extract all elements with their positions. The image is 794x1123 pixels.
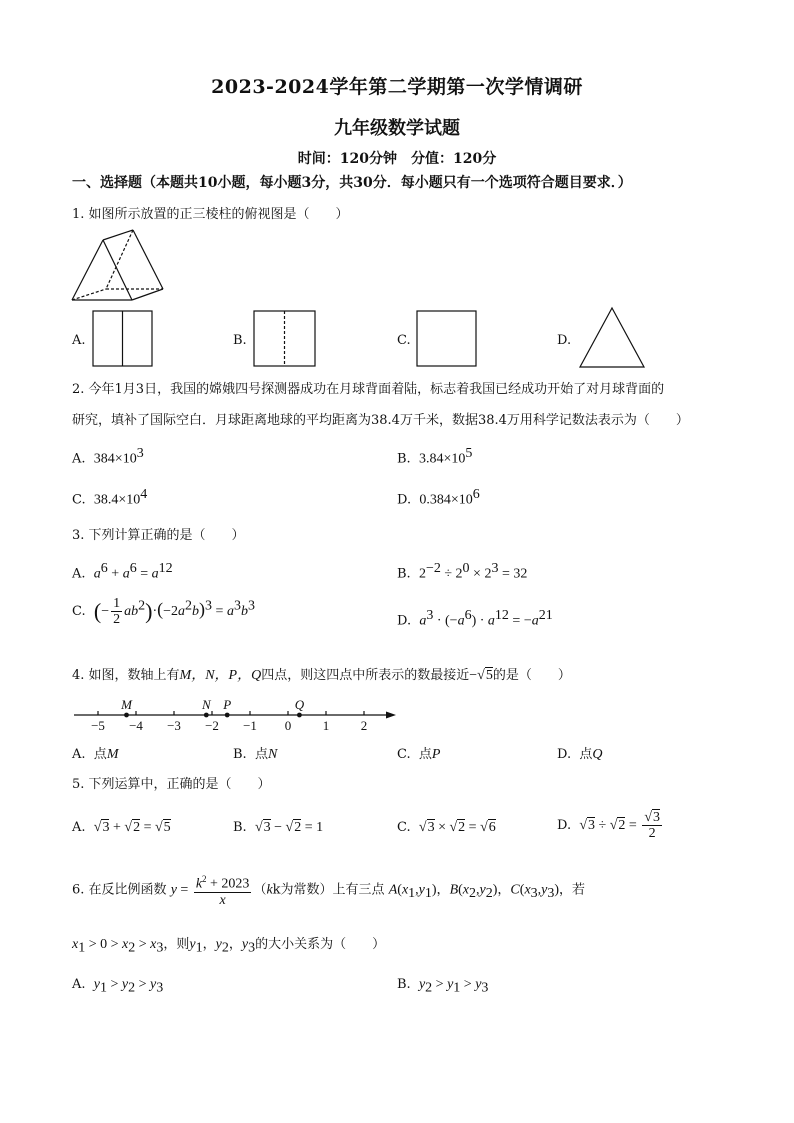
number-line-tick-label: 1 — [322, 718, 330, 733]
q2-option-d[interactable]: D. $0.384\times 10^6$ — [397, 487, 480, 508]
q5-option-b[interactable]: B. √3 − √2 = 1 — [233, 820, 324, 835]
number-line-point-m — [124, 713, 129, 718]
q1-option-c-figure[interactable] — [416, 310, 478, 368]
question-5-text: 5. 下列运算中，正确的是（ ） — [72, 777, 271, 792]
question-6-line-1: 6. 在反比例函数 y = $\frac{k^2 + 2023}{x}$ （kk为常数）上有三点 $A(x_1,y_1)$，$B(x_2,y_2)$，$C(x_3,y_3)$，若 — [72, 874, 586, 908]
q5-option-c[interactable]: C. √3 × √2 = √6 — [397, 820, 496, 835]
q4-option-b[interactable]: B. 点N — [233, 747, 278, 762]
question-6-line-2: $x_1 > 0 > x_2 > x_3$，则$y_1$，$y_2$，$y_3$的大小关系为（ ） — [72, 937, 386, 956]
q5-option-a[interactable]: A. √3 + √2 = √5 — [72, 820, 171, 835]
q6-option-b[interactable]: B. $y_2 > y_1 > y_3$ — [397, 977, 489, 996]
q1-option-c-label[interactable]: C. — [397, 333, 411, 348]
number-line-tick-label: −4 — [129, 718, 143, 733]
q1-option-b-figure[interactable] — [253, 310, 317, 368]
q2-option-a[interactable]: A. $384\times 10^3$ — [72, 446, 144, 467]
q5-option-d[interactable]: D. √3 ÷ √2 = $\frac{√3}{2}$ — [557, 810, 661, 841]
q1-option-d-figure[interactable] — [578, 306, 646, 369]
q1-option-a-label[interactable]: A. — [72, 333, 86, 348]
question-2-line-1: 2. 今年1月3日，我国的嫦娥四号探测器成功在月球背面着陆，标志着我国已经成功开始了对月球背面的 — [72, 382, 665, 397]
number-line-figure — [70, 693, 400, 733]
q1-option-b-label[interactable]: B. — [233, 333, 247, 348]
q4-option-c[interactable]: C. 点P — [397, 747, 441, 762]
q4-option-d[interactable]: D. 点Q — [557, 747, 603, 762]
question-3-text: 3. 下列计算正确的是（ ） — [72, 528, 245, 543]
number-line-point-p — [225, 713, 230, 718]
question-1-text: 1. 如图所示放置的正三棱柱的俯视图是（ ） — [72, 207, 349, 222]
number-line-point-label: M — [121, 697, 132, 712]
q4-option-a[interactable]: A. 点M — [72, 747, 119, 762]
q1-option-a-figure[interactable] — [92, 310, 154, 368]
exam-time-score: 时间：120分钟 分值：120分 — [297, 151, 497, 167]
q2-option-c[interactable]: C. $38.4\times 10^4$ — [72, 487, 148, 508]
number-line-point-label: P — [223, 697, 232, 712]
number-line-point-label: Q — [294, 697, 305, 712]
q3-option-a[interactable]: A. $a^6 + a^6 = a^{12}$ — [72, 561, 173, 582]
q3-option-d[interactable]: D. $a^3 \cdot (-a^6) \cdot a^{12} = -a^{21}$ — [397, 608, 553, 629]
q2-option-b[interactable]: B. $3.84\times 10^5$ — [397, 446, 473, 467]
q3-option-b[interactable]: B. $2^{-2} \div 2^0 \times 2^3 = 32$ — [397, 561, 528, 582]
exam-title: 2023-2024学年第二学期第一次学情调研 — [211, 76, 583, 98]
exam-subtitle: 九年级数学试题 — [334, 118, 460, 139]
q3-option-c[interactable]: C. (− $\frac{1}{2}$ $ab^2)\cdot(-2a^2b)^3 = a^3b^3$ — [72, 596, 255, 627]
number-line-tick-label: −5 — [91, 718, 105, 733]
number-line-point-n — [204, 713, 209, 718]
question-4-text: 4. 如图，数轴上有M，N，P，Q四点，则这四点中所表示的数最接近−√5的是（ ） — [72, 668, 571, 683]
number-line-tick-label: 2 — [360, 718, 368, 733]
number-line-point-label: N — [201, 697, 211, 712]
number-line-point-q — [297, 713, 302, 718]
q6-option-a[interactable]: A. $y_1 > y_2 > y_3$ — [72, 977, 164, 996]
q1-option-d-label[interactable]: D. — [557, 333, 572, 348]
triangular-prism-figure — [70, 228, 170, 304]
number-line-tick-label: −2 — [205, 718, 219, 733]
number-line-tick-label: −3 — [167, 718, 181, 733]
question-2-line-2: 研究，填补了国际空白．月球距离地球的平均距离为38.4万千米，数据38.4万用科学记数法表示为（ ） — [72, 413, 689, 428]
section-heading-choice: 一、选择题（本题共10小题，每小题3分，共30分．每小题只有一个选项符合题目要求．） — [72, 175, 632, 191]
number-line-tick-label: 0 — [284, 718, 292, 733]
number-line-tick-label: −1 — [243, 718, 257, 733]
